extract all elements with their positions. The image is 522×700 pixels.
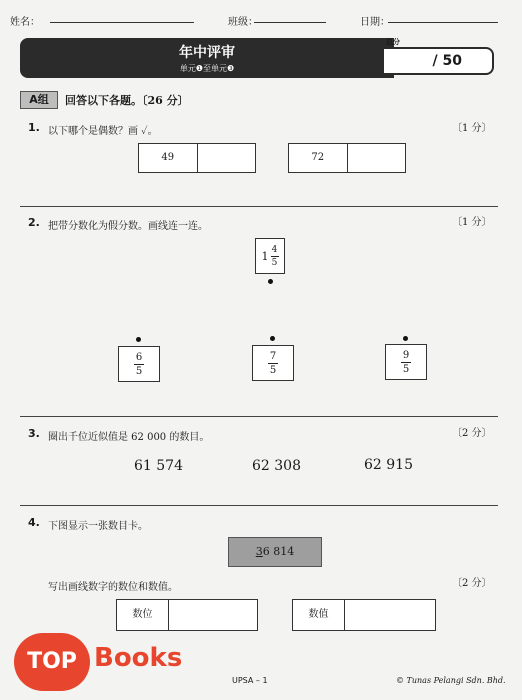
fraction-box (118, 346, 160, 382)
fraction-numerator: 9 (402, 349, 410, 361)
q3-number-option[interactable]: 61 574 (134, 458, 183, 474)
q1-marks: 〔1 分〕 (452, 123, 492, 134)
fraction-denominator: 5 (402, 363, 410, 375)
fraction-denominator: 5 (135, 365, 143, 377)
q2-marks: 〔1 分〕 (452, 217, 492, 228)
q2-number: 2. (28, 216, 40, 229)
q1-option-value: 49 (161, 152, 175, 163)
section-title: 回答以下各题。〔26 分〕 (65, 94, 189, 107)
number-card (228, 537, 322, 567)
fraction-box (252, 345, 294, 381)
page-title: 年中评审 (179, 45, 235, 61)
connect-dot[interactable] (270, 336, 275, 341)
section-tag: A组 (20, 91, 58, 109)
q1-option-value: 72 (311, 152, 325, 163)
q4-marks: 〔2 分〕 (452, 578, 492, 589)
class-label: 班级： (228, 17, 258, 28)
mixed-whole: 1 (261, 249, 269, 263)
fraction-numerator: 6 (135, 351, 143, 363)
q3-number-option[interactable]: 62 308 (252, 458, 301, 474)
q1-option-72 (288, 143, 406, 173)
page-number: UPSA – 1 (232, 676, 268, 685)
mixed-numerator: 4 (271, 244, 278, 255)
topbooks-logo-text: Books (94, 643, 183, 673)
q1-tick-cell[interactable] (347, 144, 406, 172)
q3-text: 圈出千位近似值是 62 000 的数目。 (48, 432, 210, 443)
place-answer-box (116, 599, 258, 631)
name-field[interactable] (50, 22, 194, 23)
mixed-denominator: 5 (271, 257, 278, 268)
title-banner (20, 38, 394, 78)
value-answer-box (292, 599, 436, 631)
q1-text: 以下哪个是偶数？画 ✓。 (48, 126, 158, 137)
date-field[interactable] (388, 22, 498, 23)
q2-text: 把带分数化为假分数。画线连一连。 (48, 221, 208, 232)
date-label: 日期： (360, 17, 390, 28)
total-score-label: 总分 (386, 38, 400, 46)
q4-number: 4. (28, 516, 40, 529)
divider (20, 505, 498, 506)
q4-instruction: 写出画线数字的数位和数值。 (48, 582, 178, 593)
underlined-digit: 3 (255, 545, 263, 558)
mixed-fraction (271, 245, 279, 268)
mixed-number-box (255, 238, 285, 274)
name-label: 姓名： (10, 17, 40, 28)
q3-number: 3. (28, 427, 40, 440)
value-label: 数值 (293, 600, 345, 630)
topbooks-logo-badge: TOP (14, 633, 90, 691)
q3-marks: 〔2 分〕 (452, 428, 492, 439)
fraction-numerator: 7 (269, 350, 277, 362)
connect-dot[interactable] (136, 337, 141, 342)
total-score-box[interactable]: / 50 (384, 47, 494, 75)
q3-number-option[interactable]: 62 915 (364, 457, 413, 473)
connect-dot[interactable] (268, 279, 273, 284)
q1-number: 1. (28, 121, 40, 134)
class-field[interactable] (254, 22, 326, 23)
fraction-denominator: 5 (269, 364, 277, 376)
copyright: © Tunas Pelangi Sdn. Bhd. (396, 676, 506, 685)
connect-dot[interactable] (403, 336, 408, 341)
place-answer-field[interactable] (169, 600, 257, 630)
place-label: 数位 (117, 600, 169, 630)
card-digits: 6 814 (262, 545, 295, 558)
q1-option-49 (138, 143, 256, 173)
value-answer-field[interactable] (345, 600, 435, 630)
q1-tick-cell[interactable] (197, 144, 256, 172)
fraction-box (385, 344, 427, 380)
q4-text: 下图显示一张数目卡。 (48, 521, 148, 532)
divider (20, 416, 498, 417)
divider (20, 206, 498, 207)
unit-range: 单元❶至单元❸ (179, 64, 235, 73)
